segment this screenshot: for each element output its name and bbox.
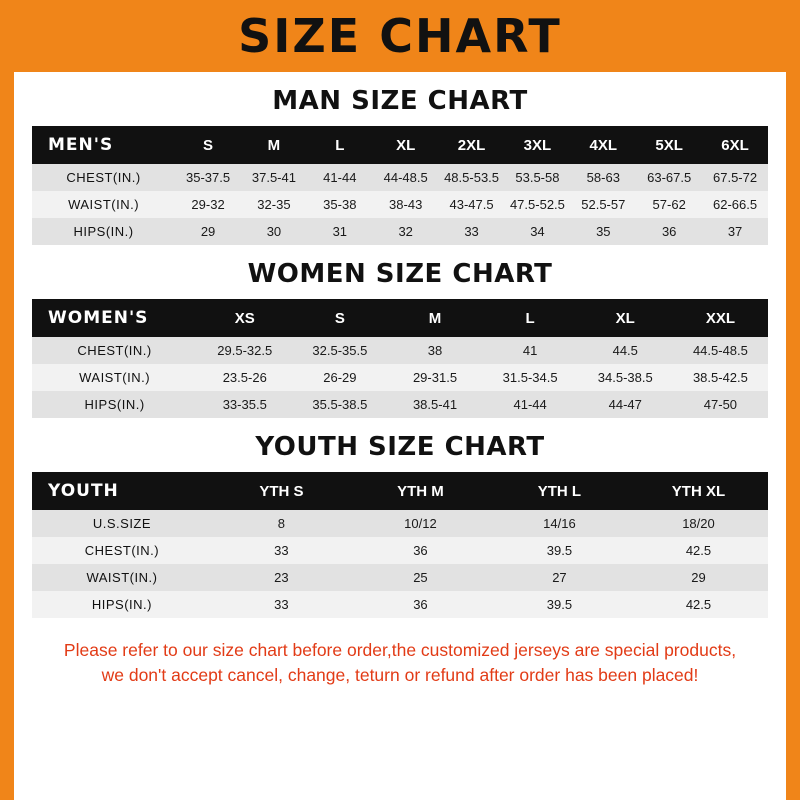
women-row-head: WOMEN'S xyxy=(32,299,197,337)
man-row-head: MEN'S xyxy=(32,126,175,164)
man-chest-s: 35-37.5 xyxy=(175,164,241,191)
youth-row-label-chest: CHEST(IN.) xyxy=(32,537,212,564)
table-row xyxy=(32,391,768,418)
man-chest-l: 41-44 xyxy=(307,164,373,191)
youth-hips-s: 33 xyxy=(212,591,351,618)
youth-waist-m: 25 xyxy=(351,564,490,591)
man-hips-6xl: 37 xyxy=(702,218,768,245)
man-row-label-chest: CHEST(IN.) xyxy=(32,164,175,191)
youth-chest-xl: 42.5 xyxy=(629,537,768,564)
youth-waist-xl: 29 xyxy=(629,564,768,591)
youth-chest-l: 39.5 xyxy=(490,537,629,564)
man-waist-m: 32-35 xyxy=(241,191,307,218)
policy-note-line-2: we don't accept cancel, change, teturn or refund after order has been placed! xyxy=(101,665,699,686)
man-chest-6xl: 67.5-72 xyxy=(702,164,768,191)
women-waist-xxl: 38.5-42.5 xyxy=(673,364,768,391)
table-header-row xyxy=(32,472,768,510)
women-chest-l: 41 xyxy=(483,337,578,364)
table-row xyxy=(32,164,768,191)
youth-hips-l: 39.5 xyxy=(490,591,629,618)
man-chest-5xl: 63-67.5 xyxy=(636,164,702,191)
youth-row-label-hips: HIPS(IN.) xyxy=(32,591,212,618)
man-table-head xyxy=(32,126,768,164)
women-waist-xl: 34.5-38.5 xyxy=(578,364,673,391)
man-waist-xl: 38-43 xyxy=(373,191,439,218)
man-col-3xl: 3XL xyxy=(504,126,570,164)
man-chest-m: 37.5-41 xyxy=(241,164,307,191)
man-col-6xl: 6XL xyxy=(702,126,768,164)
youth-row-head: YOUTH xyxy=(32,472,212,510)
youth-size-table xyxy=(32,472,768,618)
youth-table-body xyxy=(32,510,768,618)
women-chest-s: 32.5-35.5 xyxy=(292,337,387,364)
women-hips-xl: 44-47 xyxy=(578,391,673,418)
man-hips-l: 31 xyxy=(307,218,373,245)
man-hips-s: 29 xyxy=(175,218,241,245)
man-waist-6xl: 62-66.5 xyxy=(702,191,768,218)
women-waist-m: 29-31.5 xyxy=(387,364,482,391)
youth-chest-s: 33 xyxy=(212,537,351,564)
section-title-man: MAN SIZE CHART xyxy=(272,86,528,116)
table-row xyxy=(32,218,768,245)
women-hips-xs: 33-35.5 xyxy=(197,391,292,418)
women-waist-s: 26-29 xyxy=(292,364,387,391)
man-col-s: S xyxy=(175,126,241,164)
man-col-5xl: 5XL xyxy=(636,126,702,164)
women-waist-l: 31.5-34.5 xyxy=(483,364,578,391)
section-man xyxy=(32,86,768,245)
youth-table-head xyxy=(32,472,768,510)
youth-ussize-m: 10/12 xyxy=(351,510,490,537)
women-col-m: M xyxy=(387,299,482,337)
women-hips-l: 41-44 xyxy=(483,391,578,418)
table-row xyxy=(32,537,768,564)
man-waist-2xl: 43-47.5 xyxy=(439,191,505,218)
man-size-table xyxy=(32,126,768,245)
man-row-label-waist: WAIST(IN.) xyxy=(32,191,175,218)
youth-hips-xl: 42.5 xyxy=(629,591,768,618)
policy-note xyxy=(32,632,768,689)
women-chest-xxl: 44.5-48.5 xyxy=(673,337,768,364)
man-hips-2xl: 33 xyxy=(439,218,505,245)
section-women xyxy=(32,259,768,418)
man-hips-xl: 32 xyxy=(373,218,439,245)
women-hips-m: 38.5-41 xyxy=(387,391,482,418)
youth-row-label-ussize: U.S.SIZE xyxy=(32,510,212,537)
man-row-label-hips: HIPS(IN.) xyxy=(32,218,175,245)
section-title-women: WOMEN SIZE CHART xyxy=(247,259,553,289)
man-col-2xl: 2XL xyxy=(439,126,505,164)
youth-row-label-waist: WAIST(IN.) xyxy=(32,564,212,591)
section-title-youth: YOUTH SIZE CHART xyxy=(255,432,545,462)
women-hips-s: 35.5-38.5 xyxy=(292,391,387,418)
youth-col-s: YTH S xyxy=(212,472,351,510)
youth-col-xl: YTH XL xyxy=(629,472,768,510)
youth-waist-l: 27 xyxy=(490,564,629,591)
policy-note-line-1: Please refer to our size chart before order,the customized jerseys are special products, xyxy=(63,640,737,660)
women-row-label-waist: WAIST(IN.) xyxy=(32,364,197,391)
table-row xyxy=(32,591,768,618)
man-hips-4xl: 35 xyxy=(570,218,636,245)
man-col-l: L xyxy=(307,126,373,164)
table-header-row xyxy=(32,126,768,164)
table-header-row xyxy=(32,299,768,337)
man-chest-2xl: 48.5-53.5 xyxy=(439,164,505,191)
women-col-s: S xyxy=(292,299,387,337)
page-header-band xyxy=(14,0,786,72)
page-title: SIZE CHART xyxy=(238,9,562,63)
women-table-head xyxy=(32,299,768,337)
women-table-body xyxy=(32,337,768,418)
women-waist-xs: 23.5-26 xyxy=(197,364,292,391)
man-col-xl: XL xyxy=(373,126,439,164)
women-hips-xxl: 47-50 xyxy=(673,391,768,418)
women-col-xxl: XXL xyxy=(673,299,768,337)
youth-col-l: YTH L xyxy=(490,472,629,510)
table-row xyxy=(32,510,768,537)
table-row xyxy=(32,337,768,364)
youth-waist-s: 23 xyxy=(212,564,351,591)
man-waist-4xl: 52.5-57 xyxy=(570,191,636,218)
man-waist-l: 35-38 xyxy=(307,191,373,218)
women-row-label-hips: HIPS(IN.) xyxy=(32,391,197,418)
youth-ussize-xl: 18/20 xyxy=(629,510,768,537)
youth-chest-m: 36 xyxy=(351,537,490,564)
man-col-m: M xyxy=(241,126,307,164)
man-chest-3xl: 53.5-58 xyxy=(504,164,570,191)
women-chest-xl: 44.5 xyxy=(578,337,673,364)
man-chest-xl: 44-48.5 xyxy=(373,164,439,191)
women-col-xl: XL xyxy=(578,299,673,337)
man-waist-5xl: 57-62 xyxy=(636,191,702,218)
table-row xyxy=(32,364,768,391)
man-waist-s: 29-32 xyxy=(175,191,241,218)
women-col-l: L xyxy=(483,299,578,337)
man-hips-m: 30 xyxy=(241,218,307,245)
man-hips-3xl: 34 xyxy=(504,218,570,245)
youth-ussize-s: 8 xyxy=(212,510,351,537)
man-table-body xyxy=(32,164,768,245)
table-row xyxy=(32,564,768,591)
women-col-xs: XS xyxy=(197,299,292,337)
man-col-4xl: 4XL xyxy=(570,126,636,164)
man-hips-5xl: 36 xyxy=(636,218,702,245)
women-chest-m: 38 xyxy=(387,337,482,364)
table-row xyxy=(32,191,768,218)
youth-col-m: YTH M xyxy=(351,472,490,510)
section-youth xyxy=(32,432,768,618)
women-size-table xyxy=(32,299,768,418)
youth-hips-m: 36 xyxy=(351,591,490,618)
women-row-label-chest: CHEST(IN.) xyxy=(32,337,197,364)
women-chest-xs: 29.5-32.5 xyxy=(197,337,292,364)
man-waist-3xl: 47.5-52.5 xyxy=(504,191,570,218)
youth-ussize-l: 14/16 xyxy=(490,510,629,537)
man-chest-4xl: 58-63 xyxy=(570,164,636,191)
page-content xyxy=(14,86,786,689)
